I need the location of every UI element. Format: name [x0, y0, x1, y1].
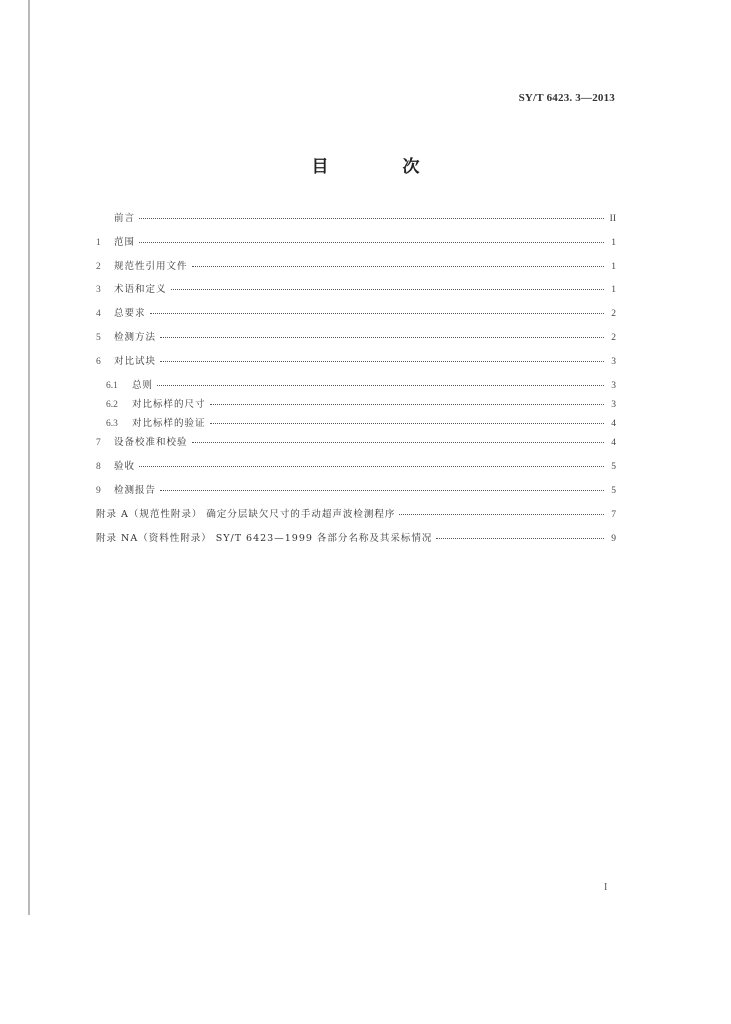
toc-dot-leader: [139, 466, 604, 467]
toc-entry-title: 验收: [114, 461, 136, 473]
toc-dot-leader: [150, 313, 604, 314]
toc-entry-title: 对比标样的验证: [132, 418, 206, 430]
toc-entry-page: II: [609, 214, 616, 224]
toc-entry-acceptance[interactable]: [96, 458, 616, 482]
toc-entry-number: 6: [96, 356, 101, 367]
toc-entry-number: 6.2: [106, 399, 118, 410]
toc-entry-number: 2: [96, 261, 101, 272]
toc-dot-leader: [192, 442, 604, 443]
toc-entry-number: 3: [96, 285, 101, 296]
toc-subentry-standard-verification[interactable]: [96, 415, 616, 434]
toc-entry-page: 3: [611, 356, 616, 367]
toc-entry-number: 4: [96, 309, 101, 320]
toc-entry-title: 附录 A（规范性附录） 确定分层缺欠尺寸的手动超声波检测程序: [96, 508, 396, 520]
toc-entry-title: 对比试块: [114, 355, 157, 367]
toc-entry-number: 1: [96, 237, 101, 248]
toc-entry-page: 1: [611, 261, 616, 272]
scan-edge-line: [28, 0, 30, 915]
toc-entry-page: 2: [611, 309, 616, 320]
toc-entry-page: 1: [611, 285, 616, 296]
toc-entry-title: 对比标样的尺寸: [132, 398, 206, 410]
toc-entry-page: 1: [611, 237, 616, 248]
toc-dot-leader: [139, 218, 604, 219]
toc-entry-reference-blocks[interactable]: [96, 353, 616, 377]
toc-entry-appendix-na[interactable]: [96, 530, 616, 554]
toc-dot-leader: [436, 538, 604, 539]
toc-entry-title: 设备校准和校验: [114, 437, 188, 449]
toc-entry-number: 6.3: [106, 419, 118, 430]
toc-dot-leader: [157, 385, 604, 386]
toc-entry-normative-references[interactable]: [96, 258, 616, 282]
toc-entry-title: 规范性引用文件: [114, 260, 188, 272]
toc-entry-title: 术语和定义: [114, 284, 167, 296]
toc-subentry-general[interactable]: [96, 377, 616, 396]
toc-entry-title: 总则: [132, 379, 154, 391]
toc-entry-number: 5: [96, 332, 101, 343]
toc-entry-general-requirements[interactable]: [96, 305, 616, 329]
toc-dot-leader: [192, 266, 604, 267]
toc-dot-leader: [171, 289, 604, 290]
toc-entry-page: 2: [611, 332, 616, 343]
toc-entry-page: 4: [611, 438, 616, 449]
toc-dot-leader: [399, 514, 604, 515]
toc-entry-appendix-a[interactable]: [96, 506, 616, 530]
toc-entry-page: 9: [611, 533, 616, 544]
toc-entry-test-report[interactable]: [96, 482, 616, 506]
toc-dot-leader: [139, 242, 604, 243]
toc-entry-number: 8: [96, 462, 101, 473]
toc-entry-page: 3: [611, 399, 616, 410]
toc-entry-page: 3: [611, 380, 616, 391]
toc-title: 目 次: [311, 157, 454, 177]
toc-entry-title: 附录 NA（资料性附录） SY/T 6423—1999 各部分名称及其采标情况: [96, 532, 433, 544]
toc-entry-test-methods[interactable]: [96, 329, 616, 353]
toc-entry-page: 7: [611, 509, 616, 520]
toc-dot-leader: [210, 404, 604, 405]
toc-entry-terms-definitions[interactable]: [96, 281, 616, 305]
toc-entry-number: 9: [96, 486, 101, 497]
toc-dot-leader: [160, 337, 604, 338]
toc-entry-page: 4: [611, 419, 616, 430]
toc-dot-leader: [210, 423, 604, 424]
toc-entry-title: 范围: [114, 236, 136, 248]
table-of-contents: [96, 210, 616, 553]
toc-entry-title: 总要求: [114, 308, 146, 320]
toc-dot-leader: [160, 490, 604, 491]
toc-entry-title: 检测报告: [114, 485, 157, 497]
standard-code: SY/T 6423. 3—2013: [518, 92, 615, 104]
toc-subentry-standard-dimensions[interactable]: [96, 396, 616, 415]
toc-entry-page: 5: [611, 486, 616, 497]
toc-entry-equipment-calibration[interactable]: [96, 434, 616, 458]
toc-entry-page: 5: [611, 462, 616, 473]
toc-dot-leader: [160, 361, 604, 362]
toc-entry-number: 7: [96, 438, 101, 449]
toc-entry-title: 前言: [114, 213, 136, 224]
toc-entry-foreword[interactable]: [96, 210, 616, 234]
toc-entry-scope[interactable]: [96, 234, 616, 258]
toc-entry-number: 6.1: [106, 380, 118, 391]
toc-entry-title: 检测方法: [114, 331, 157, 343]
page-number: I: [604, 882, 608, 893]
